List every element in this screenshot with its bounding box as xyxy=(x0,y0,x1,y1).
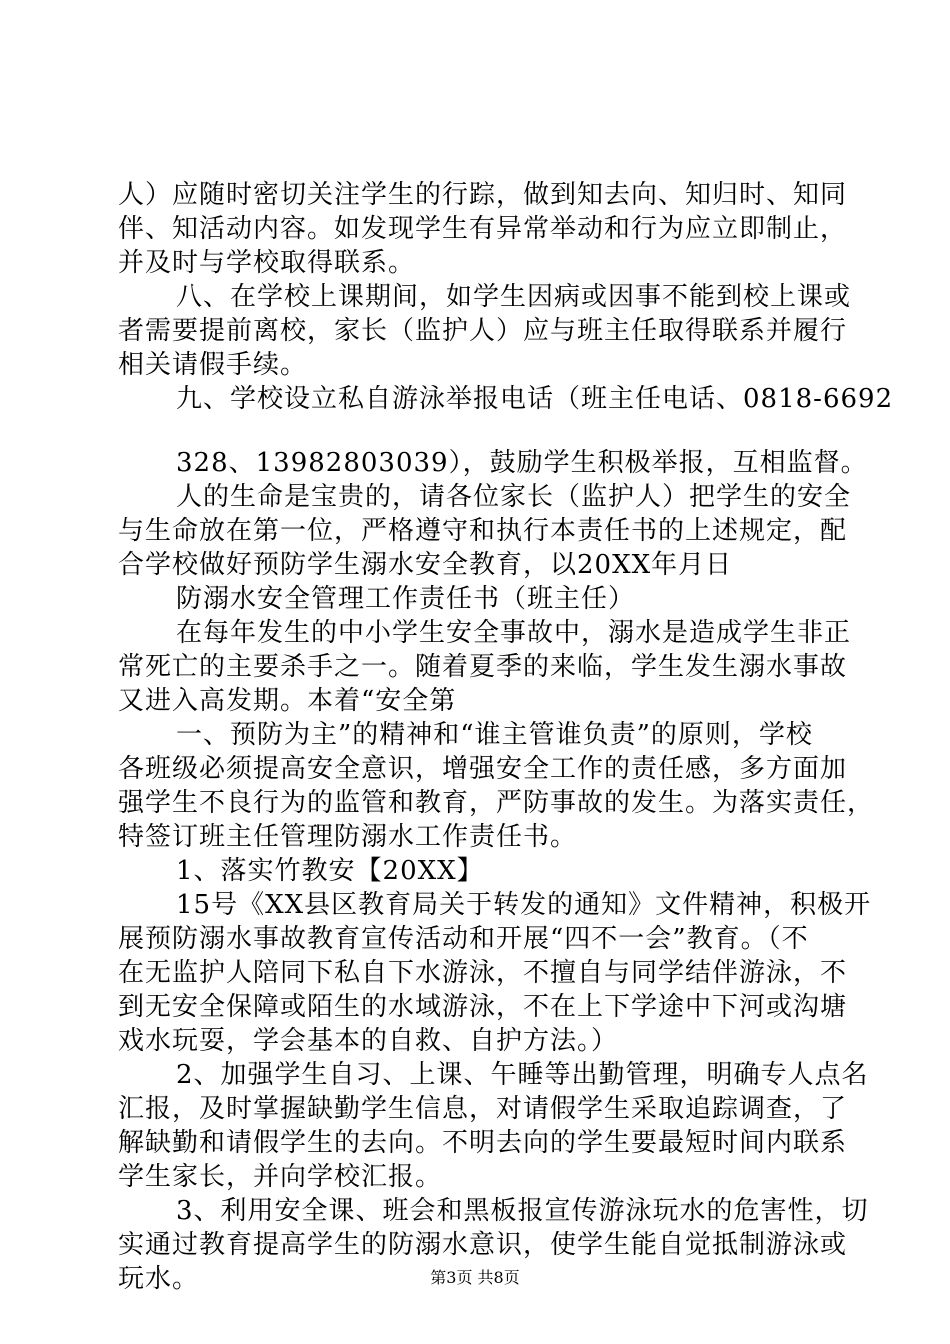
text-line: 相关请假手续。 xyxy=(118,350,308,380)
text-line: 防溺水安全管理工作责任书（班主任） xyxy=(176,584,636,614)
text-line: 常死亡的主要杀手之一。随着夏季的来临，学生发生溺水事故 xyxy=(118,652,848,682)
text-line: 解缺勤和请假学生的去向。不明去向的学生要最短时间内联系 xyxy=(118,1128,848,1158)
text-line: 又进入高发期。本着“安全第 xyxy=(118,686,457,716)
text-line: 在每年发生的中小学生安全事故中，溺水是造成学生非正 xyxy=(176,618,852,648)
text-line: 人）应随时密切关注学生的行踪，做到知去向、知归时、知同 xyxy=(118,180,848,210)
text-line: 与生命放在第一位，严格遵守和执行本责任书的上述规定，配 xyxy=(118,516,848,546)
text-line: 九、学校设立私自游泳举报电话（班主任电话、0818-6692 xyxy=(176,384,894,414)
text-line: 戏水玩耍，学会基本的自救、自护方法。） xyxy=(118,1026,619,1056)
text-line: 并及时与学校取得联系。 xyxy=(118,248,416,278)
text-line: 在无监护人陪同下私自下水游泳，不擅自与同学结伴游泳，不 xyxy=(118,958,848,988)
text-line: 各班级必须提高安全意识，增强安全工作的责任感，多方面加 xyxy=(118,754,848,784)
text-line: 玩水。 xyxy=(118,1264,200,1294)
text-line: 1、落实竹教安【20XX】 xyxy=(176,856,484,886)
text-line: 15号《XX县区教育局关于转发的通知》文件精神，积极开 xyxy=(176,890,872,920)
text-line: 人的生命是宝贵的，请各位家长（监护人）把学生的安全 xyxy=(176,482,852,512)
text-line: 汇报，及时掌握缺勤学生信息，对请假学生采取追踪调查，了 xyxy=(118,1094,848,1124)
text-line: 强学生不良行为的监管和教育，严防事故的发生。为落实责任， xyxy=(118,788,875,818)
text-line: 实通过教育提高学生的防溺水意识，使学生能自觉抵制游泳或 xyxy=(118,1230,848,1260)
text-line: 3、利用安全课、班会和黑板报宣传游泳玩水的危害性，切 xyxy=(176,1196,869,1226)
text-line: 2、加强学生自习、上课、午睡等出勤管理，明确专人点名 xyxy=(176,1060,869,1090)
text-line: 者需要提前离校，家长（监护人）应与班主任取得联系并履行 xyxy=(118,316,848,346)
text-line: 特签订班主任管理防溺水工作责任书。 xyxy=(118,822,578,852)
text-line: 到无安全保障或陌生的水域游泳，不在上下学途中下河或沟塘 xyxy=(118,992,848,1022)
text-line: 一、预防为主”的精神和“谁主管谁负责”的原则，学校 xyxy=(176,720,813,750)
text-line: 学生家长，并向学校汇报。 xyxy=(118,1162,443,1192)
text-line: 合学校做好预防学生溺水安全教育，以20XX年月日 xyxy=(118,550,733,580)
text-line: 伴、知活动内容。如发现学生有异常举动和行为应立即制止， xyxy=(118,214,848,244)
text-line: 八、在学校上课期间，如学生因病或因事不能到校上课或 xyxy=(176,282,852,312)
page-footer: 第3页 共8页 xyxy=(430,1268,520,1287)
text-line: 展预防溺水事故教育宣传活动和开展“四不一会”教育。（不 xyxy=(118,924,809,954)
text-line: 328、13982803039），鼓励学生积极举报，互相监督。 xyxy=(176,448,868,478)
